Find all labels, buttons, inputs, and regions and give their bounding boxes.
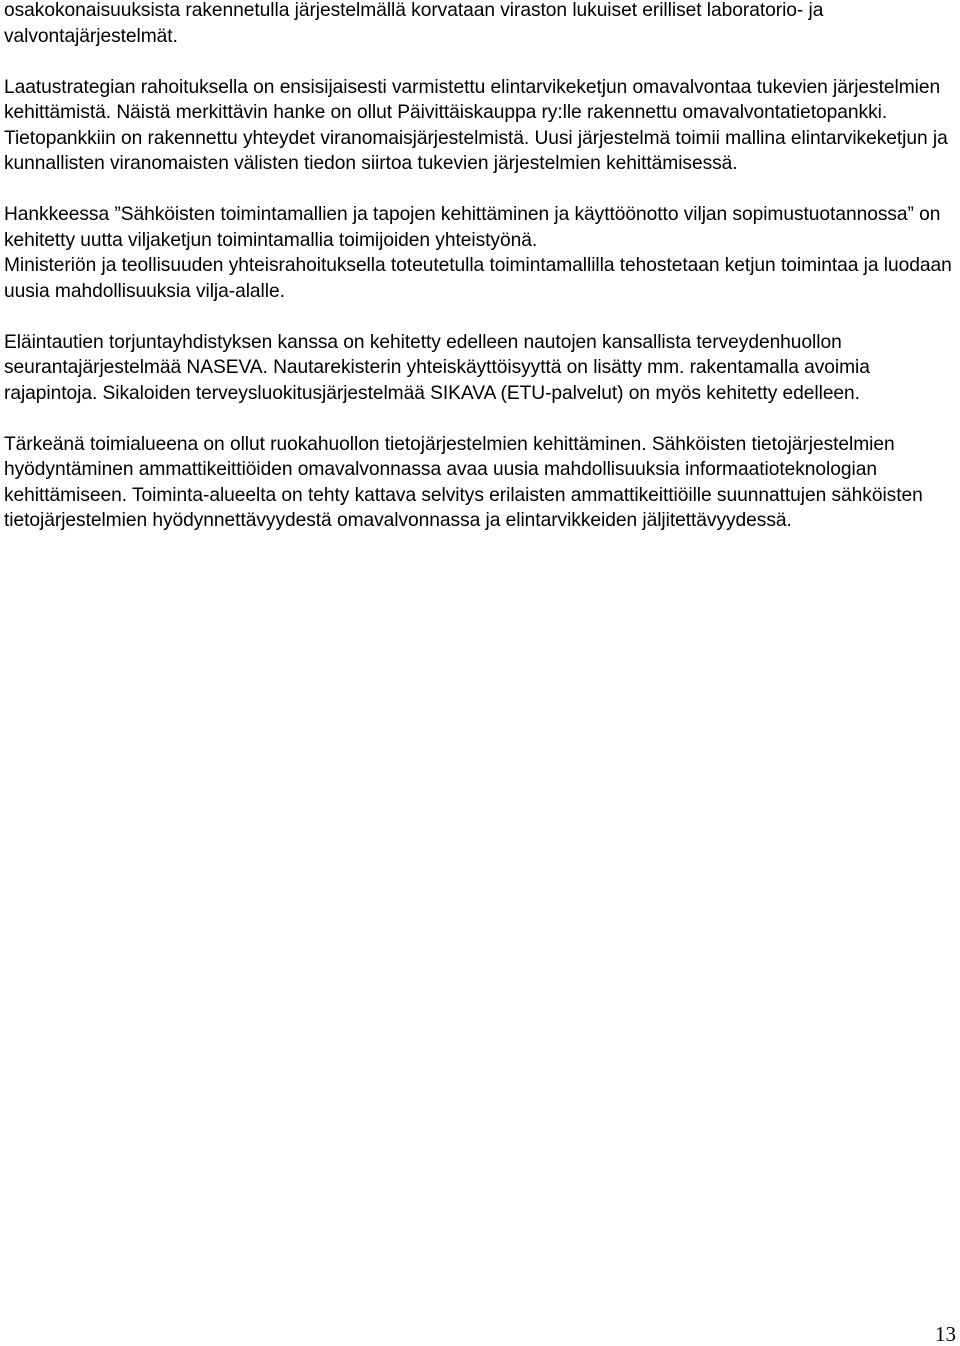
paragraph-continuation: osakokonaisuuksista rakennetulla järjestelmällä korvataan viraston lukuiset erilliset laboratorio- ja valvontajärjestelmät. xyxy=(4,0,824,47)
paragraph-spacer xyxy=(4,49,958,75)
paragraph-spacer xyxy=(4,406,958,432)
paragraph-laatustrategia: Laatustrategian rahoituksella on ensisijaisesti varmistettu elintarvikeketjun omavalvontaa tukevien järjestelmien kehittämistä. Näistä merkittävin hanke on ollut Päivittäiskauppa ry:lle rakennettu omavalvontatietopankki. Tietopankkiin on rakennettu yhteydet viranomaisjärjestelmistä. Uusi järjestelmä toimii mallina elintarvikeketjun ja kunnallisten viranomaisten välisten tiedon siirtoa tukevien järjestelmien kehittämisessä. xyxy=(4,76,948,174)
page-number: 13 xyxy=(935,1322,956,1346)
paragraph-viljan-sopimustuotanto: Hankkeessa ”Sähköisten toimintamallien ja tapojen kehittäminen ja käyttöönotto viljan sopimustuotannossa” on kehitetty uutta viljaketjun toimintamallia toimijoiden yhteistyönä. xyxy=(4,204,941,251)
document-page xyxy=(4,0,958,534)
paragraph-spacer xyxy=(4,177,958,203)
paragraph-spacer xyxy=(4,304,958,330)
paragraph-ministerio-rahoitus: Ministeriön ja teollisuuden yhteisrahoituksella toteutetulla toimintamallilla tehostetaan ketjun toimintaa ja luodaan uusia mahdollisuuksia vilja-alalle. xyxy=(4,255,952,302)
paragraph-naseva: Eläintautien torjuntayhdistyksen kanssa on kehitetty edelleen nautojen kansallista terveydenhuollon seurantajärjestelmää NASEVA. Nautarekisterin yhteiskäyttöisyyttä on lisätty mm. rakentamalla avoimia rajapintoja. Sikaloiden terveysluokitusjärjestelmää SIKAVA (ETU-palvelut) on myös kehitetty edelleen. xyxy=(4,331,870,404)
paragraph-ruokahuolto: Tärkeänä toimialueena on ollut ruokahuollon tietojärjestelmien kehittäminen. Sähköisten tietojärjestelmien hyödyntäminen ammattikeittiöiden omavalvonnassa avaa uusia mahdollisuuksia informaatioteknologian kehittämiseen. Toiminta-alueelta on tehty kattava selvitys erilaisten ammattikeittiöille suunnattujen sähköisten tietojärjestelmien hyödynnettävyydestä omavalvonnassa ja elintarvikkeiden jäljitettävyydessä. xyxy=(4,433,923,531)
